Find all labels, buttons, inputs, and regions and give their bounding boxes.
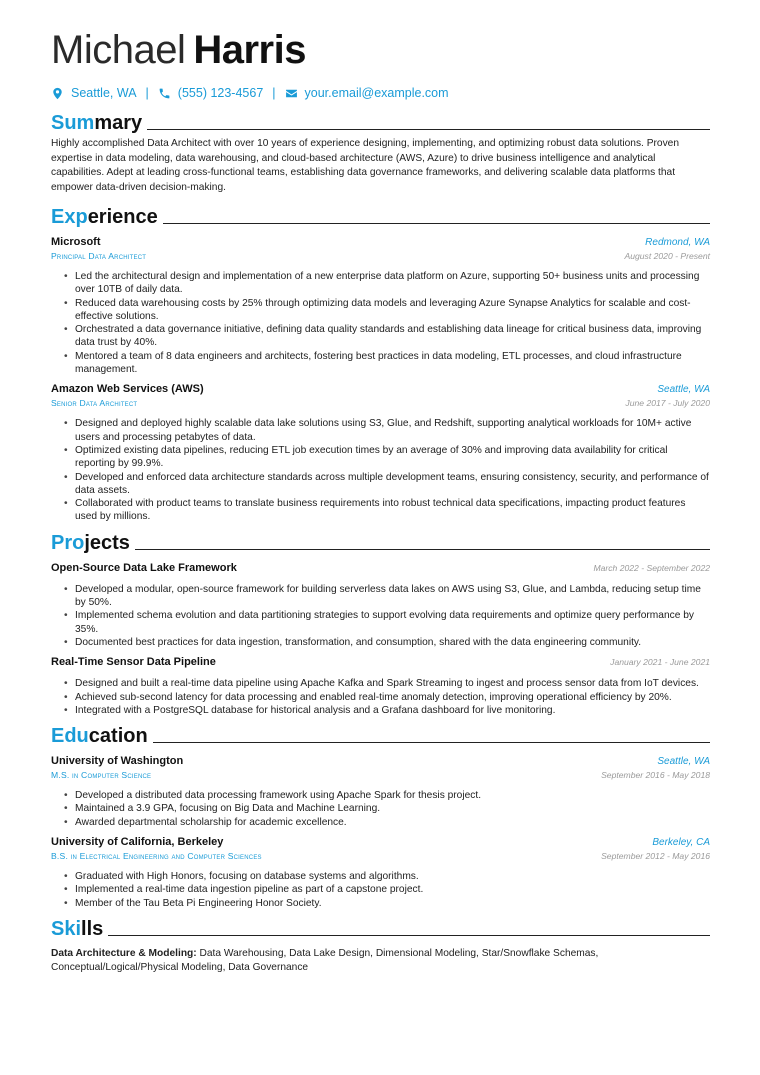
school-name: University of California, Berkeley bbox=[51, 836, 224, 849]
education-dates: September 2012 - May 2016 bbox=[601, 851, 710, 862]
education-entry bbox=[51, 754, 710, 829]
degree: M.S. in Computer Science bbox=[51, 770, 152, 781]
project-name: Real-Time Sensor Data Pipeline bbox=[51, 656, 216, 669]
contact-separator: | bbox=[272, 86, 276, 100]
bullet-item: • Integrated with a PostgreSQL database for historical analysis and a Grafana dashboard for live monitoring. bbox=[75, 704, 710, 717]
job-location: Redmond, WA bbox=[645, 237, 710, 248]
contact-phone[interactable] bbox=[158, 86, 263, 100]
bullet-list bbox=[51, 677, 710, 717]
company-name: Microsoft bbox=[51, 236, 101, 248]
bullet-list bbox=[51, 870, 710, 910]
first-name: Michael bbox=[51, 28, 186, 72]
bullet-item: • Collaborated with product teams to translate business requirements into robust technical data specifications, impacting product features used by millions. bbox=[75, 497, 710, 524]
school-location: Berkeley, CA bbox=[652, 837, 710, 849]
candidate-name bbox=[51, 26, 710, 78]
job-title: Senior Data Architect bbox=[51, 398, 138, 409]
section-title: Education bbox=[51, 725, 148, 748]
skills-line bbox=[51, 947, 710, 976]
phone-text: (555) 123-4567 bbox=[177, 86, 264, 100]
contact-email[interactable] bbox=[285, 86, 449, 100]
bullet-item: • Mentored a team of 8 data engineers and architects, fostering best practices in data modeling, ETL processes, and cloud infrastructure management. bbox=[75, 350, 710, 377]
bullet-item: • Orchestrated a data governance initiative, defining data quality standards and establishing data lineage for critical business data, improving data trust by 40%. bbox=[75, 323, 710, 350]
contact-location bbox=[51, 86, 137, 100]
project-name: Open-Source Data Lake Framework bbox=[51, 561, 237, 574]
contact-separator: | bbox=[145, 86, 149, 100]
map-marker-icon bbox=[51, 87, 64, 100]
project-entry bbox=[51, 561, 710, 649]
education-dates: September 2016 - May 2018 bbox=[601, 770, 710, 781]
bullet-item: • Awarded departmental scholarship for academic excellence. bbox=[75, 816, 710, 829]
envelope-icon bbox=[285, 87, 298, 100]
location-text: Seattle, WA bbox=[71, 86, 137, 100]
job-dates: August 2020 - Present bbox=[624, 251, 710, 261]
last-name: Harris bbox=[193, 28, 306, 72]
project-dates: January 2021 - June 2021 bbox=[610, 657, 710, 668]
bullet-item: • Reduced data warehousing costs by 25% through optimizing data models and leveraging Azure Synapse Analytics for scalable and cost-effective solutions. bbox=[75, 297, 710, 324]
section-skills-heading bbox=[51, 915, 710, 941]
school-name: University of Washington bbox=[51, 755, 184, 768]
experience-entry bbox=[51, 382, 710, 523]
bullet-item: • Designed and built a real-time data pipeline using Apache Kafka and Spark Streaming to ingest and process sensor data from IoT devices. bbox=[75, 677, 710, 690]
skills-text: Data Warehousing, Data Lake Design, Dimensional Modeling, Star/Snowflake Schemas, Conceptual/Logical/Physical Modeling, Data Governance bbox=[51, 947, 599, 974]
education-entry bbox=[51, 835, 710, 910]
bullet-item: • Designed and deployed highly scalable data lake solutions using S3, Glue, and Redshift, supporting analytical workloads for 10M+ active users and processing petabytes of data. bbox=[75, 417, 710, 444]
summary-text: Highly accomplished Data Architect with over 10 years of experience designing, implementing, and optimizing robust data solutions. Proven expertise in data modeling, data warehousing, and cloud-based architecture (AWS, Azure) to drive business intelligence and analytical capabilities. Adept at leading cross-functional teams, establishing data governance frameworks, and delivering scalable data platforms that empower data-driven decision-making. bbox=[51, 138, 679, 193]
skills-label: Data Architecture & Modeling: bbox=[51, 947, 197, 959]
bullet-item: • Graduated with High Honors, focusing on database systems and algorithms. bbox=[75, 870, 710, 883]
bullet-item: • Achieved sub-second latency for data processing and enabled real-time anomaly detection, improving operational efficiency by 20%. bbox=[75, 691, 710, 704]
company-name: Amazon Web Services (AWS) bbox=[51, 383, 204, 396]
bullet-item: • Developed and enforced data architecture standards across multiple development teams, ensuring consistency, security, and performance of data assets. bbox=[75, 471, 710, 498]
bullet-list bbox=[51, 417, 710, 523]
section-rule bbox=[163, 223, 710, 224]
bullet-list bbox=[51, 789, 710, 829]
bullet-item: • Maintained a 3.9 GPA, focusing on Big Data and Machine Learning. bbox=[75, 802, 710, 815]
bullet-item: • Documented best practices for data ingestion, transformation, and consumption, shared with the data engineering community. bbox=[75, 636, 710, 649]
experience-entry bbox=[51, 235, 710, 376]
section-title: Experience bbox=[51, 206, 158, 228]
section-title: Summary bbox=[51, 112, 143, 134]
project-entry bbox=[51, 655, 710, 717]
bullet-list bbox=[51, 270, 710, 376]
section-title: Projects bbox=[51, 531, 130, 554]
project-dates: March 2022 - September 2022 bbox=[593, 562, 710, 573]
job-dates: June 2017 - July 2020 bbox=[625, 398, 710, 409]
bullet-item: • Implemented schema evolution and data partitioning strategies to support evolving data requirements and optimize query performance by 35%. bbox=[75, 609, 710, 636]
school-location: Seattle, WA bbox=[657, 756, 710, 768]
phone-icon bbox=[158, 87, 171, 100]
job-location: Seattle, WA bbox=[657, 384, 710, 396]
bullet-item: • Developed a distributed data processing framework using Apache Spark for thesis project. bbox=[75, 789, 710, 802]
contact-line bbox=[51, 82, 710, 104]
bullet-item: • Optimized existing data pipelines, reducing ETL job execution times by an average of 30% and improving data availability for critical reporting by 99.9%. bbox=[75, 444, 710, 471]
section-rule bbox=[108, 935, 710, 936]
bullet-item: • Developed a modular, open-source framework for building serverless data lakes on AWS using S3, Glue, and Lambda, reducing setup time by 50%. bbox=[75, 583, 710, 610]
bullet-item: • Led the architectural design and implementation of a new enterprise data platform on Azure, supporting 50+ business units and processing over 10TB of daily data. bbox=[75, 270, 710, 297]
section-rule bbox=[147, 129, 710, 130]
bullet-list bbox=[51, 583, 710, 649]
section-education-heading bbox=[51, 722, 710, 748]
section-projects-heading bbox=[51, 529, 710, 555]
section-experience-heading bbox=[51, 203, 710, 229]
section-rule bbox=[153, 742, 710, 743]
job-title: Principal Data Architect bbox=[51, 251, 147, 261]
section-title: Skills bbox=[51, 917, 104, 940]
bullet-item: • Implemented a real-time data ingestion pipeline as part of a capstone project. bbox=[75, 883, 710, 896]
section-summary-heading bbox=[51, 109, 710, 135]
degree: B.S. in Electrical Engineering and Computer Sciences bbox=[51, 851, 262, 862]
bullet-item: • Member of the Tau Beta Pi Engineering Honor Society. bbox=[75, 897, 710, 910]
section-rule bbox=[135, 549, 710, 550]
resume-page bbox=[51, 26, 710, 976]
email-link: your.email@example.com bbox=[304, 86, 449, 100]
